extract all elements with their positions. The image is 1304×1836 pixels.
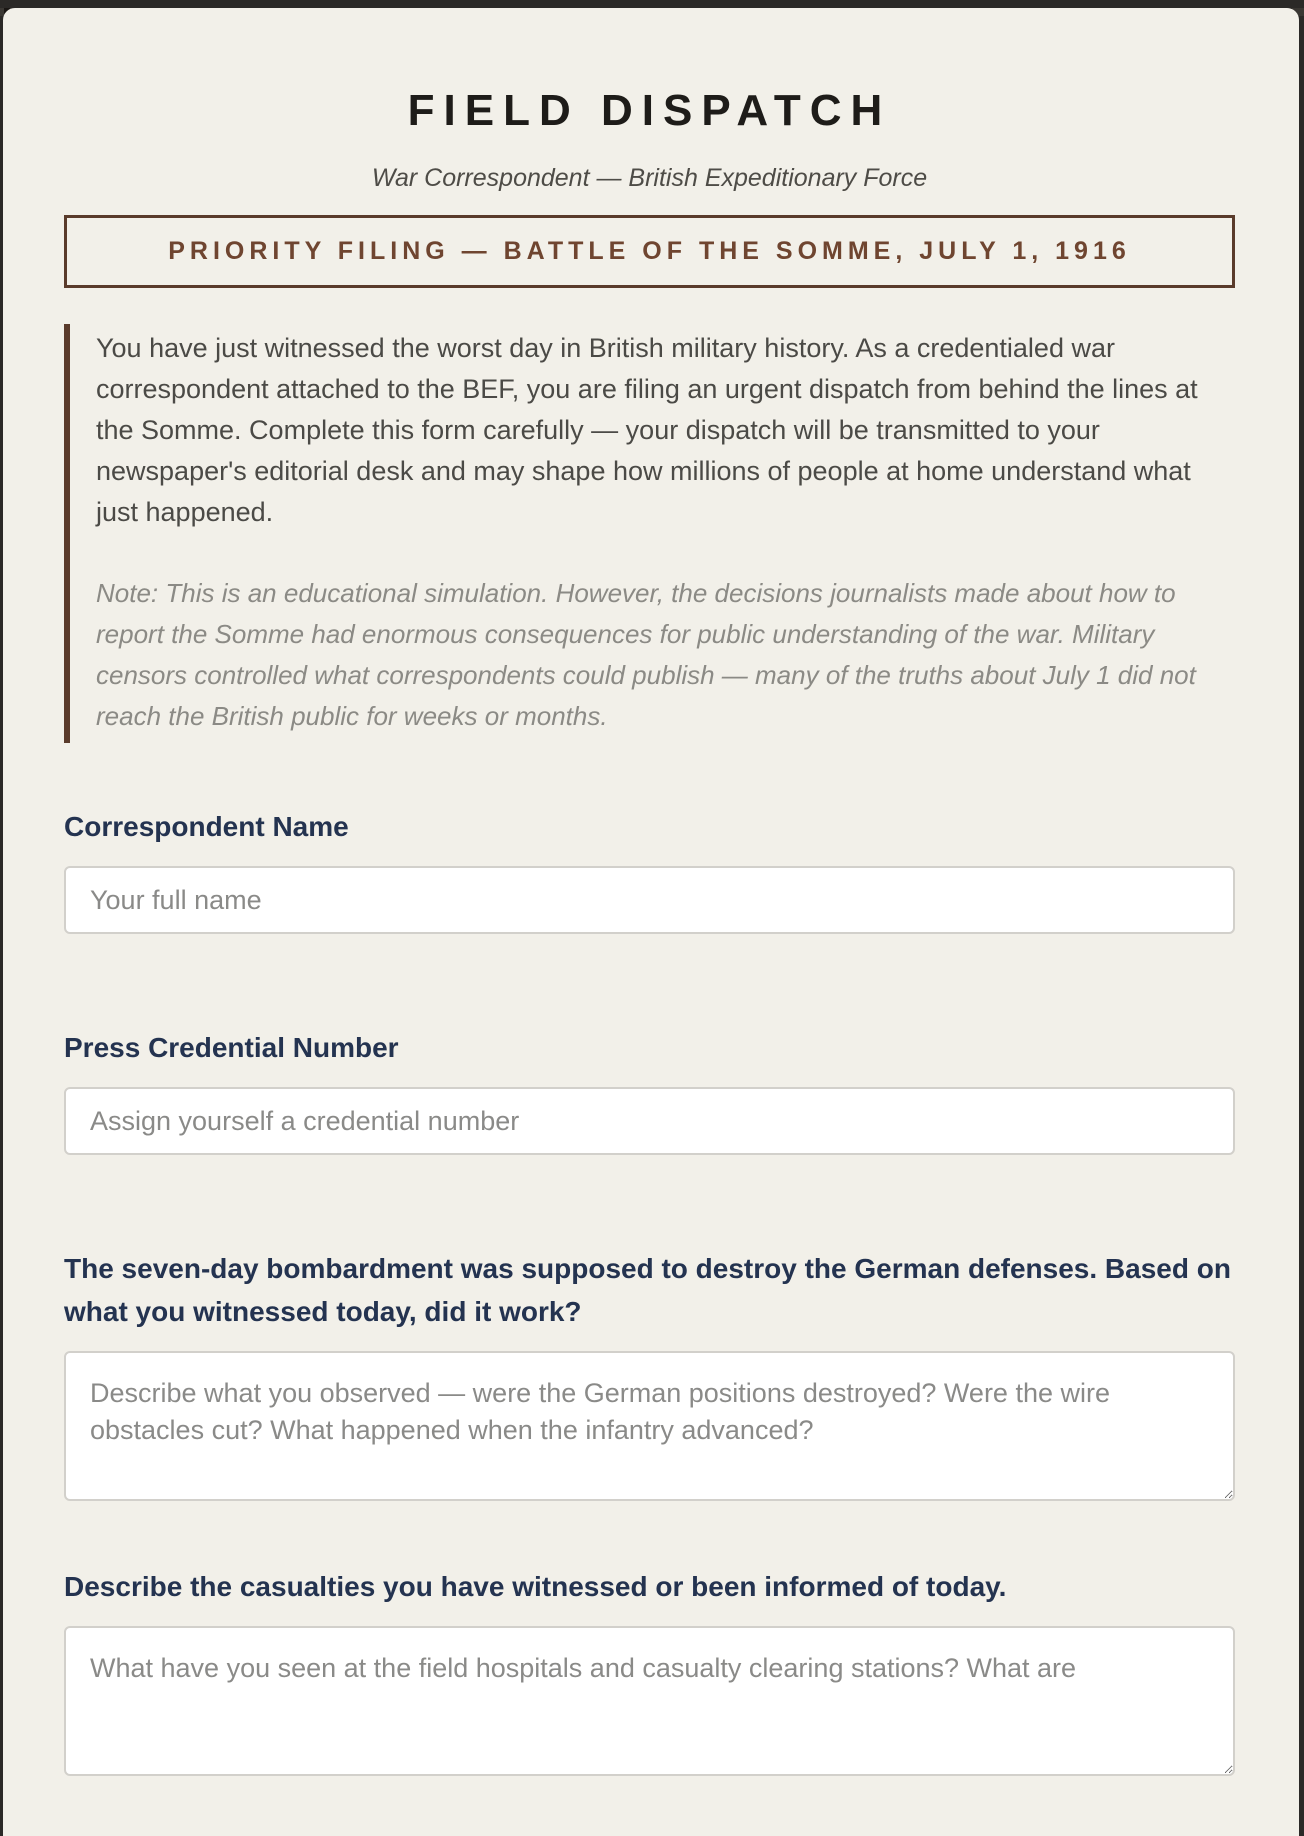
briefing-note-text: Note: This is an educational simulation. However, the decisions journalists made about how to report the Somme had enormous consequences for public understanding of the war. Military censors controlled what correspondents could publish — many of the truths about July 1 did not reach the British public for weeks or months. [96, 578, 1196, 731]
bombardment-answer-textarea[interactable] [64, 1351, 1235, 1501]
correspondent-name-input[interactable] [64, 866, 1235, 934]
casualties-answer-textarea[interactable] [64, 1626, 1235, 1776]
press-credential-label: Press Credential Number [64, 1032, 399, 1063]
briefing-intro-text: You have just witnessed the worst day in British military history. As a credentialed war correspondent attached to the BEF, you are filing an urgent dispatch from behind the lines at the Somme. Complete this form carefully — your dispatch will be transmitted to your newspaper's editorial desk and may shape how millions of people at home understand what just happened. [96, 333, 1198, 527]
page-subtitle: War Correspondent — British Expeditionary Force [371, 164, 928, 192]
dispatch-form-card [3, 8, 1299, 1836]
field-press-credential [64, 1026, 1235, 1155]
casualties-question-label: Describe the casualties you have witnessed or been informed of today. [64, 1571, 1007, 1602]
field-correspondent-name [64, 805, 1235, 934]
press-credential-input[interactable] [64, 1087, 1235, 1155]
briefing-blockquote [64, 324, 1235, 743]
field-casualties-question [64, 1565, 1235, 1776]
priority-filing-banner: PRIORITY FILING — BATTLE OF THE SOMME, JULY 1, 1916 [64, 215, 1235, 288]
page-title: FIELD DISPATCH [407, 86, 892, 135]
correspondent-name-label: Correspondent Name [64, 811, 349, 842]
field-bombardment-question [64, 1247, 1235, 1501]
bombardment-question-label: The seven-day bombardment was supposed to destroy the German defenses. Based on what you witnessed today, did it work? [64, 1253, 1231, 1327]
